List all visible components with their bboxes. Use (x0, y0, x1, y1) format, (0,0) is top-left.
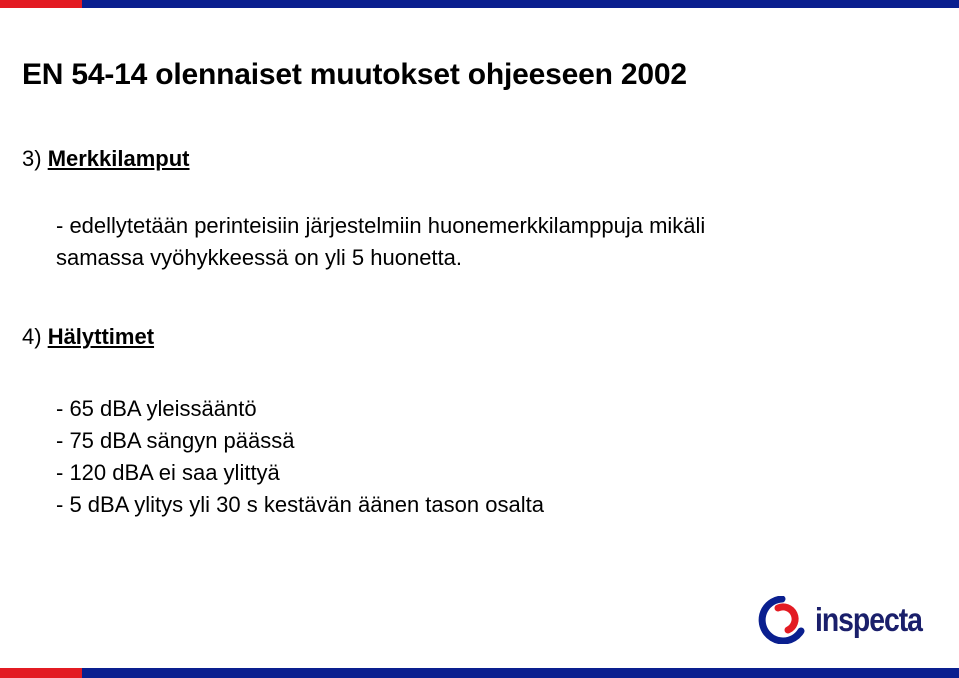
section-3-number: 3) (22, 146, 42, 171)
inspecta-logo (755, 596, 939, 644)
slide-title: EN 54-14 olennaiset muutokset ohjeeseen 2002 (22, 58, 687, 91)
bottom-bar-red-segment (0, 668, 82, 678)
section-4-number: 4) (22, 324, 42, 349)
inspecta-logo-text: inspecta (815, 601, 922, 638)
section-3-heading (22, 146, 190, 172)
section-4-line: - 5 dBA ylitys yli 30 s kestävän äänen tason osalta (56, 492, 544, 517)
top-bar-red-segment (0, 0, 82, 8)
section-4-heading (22, 324, 154, 350)
section-4-body (56, 393, 544, 521)
section-4-line: - 65 dBA yleissääntö (56, 396, 257, 421)
top-bar-blue-segment (82, 0, 959, 8)
section-4-line: - 120 dBA ei saa ylittyä (56, 460, 280, 485)
top-color-bar (0, 0, 959, 8)
section-3-line: samassa vyöhykkeessä on yli 5 huonetta. (56, 245, 463, 270)
section-4-line: - 75 dBA sängyn päässä (56, 428, 295, 453)
section-4-title: Hälyttimet (47, 324, 155, 349)
inspecta-logo-icon (755, 596, 809, 644)
bottom-color-bar (0, 668, 959, 678)
section-3-body (56, 210, 705, 274)
bottom-bar-blue-segment (82, 668, 959, 678)
section-3-line: - edellytetään perinteisiin järjestelmiin huonemerkkilamppuja mikäli (56, 213, 706, 238)
section-3-title: Merkkilamput (47, 146, 190, 171)
